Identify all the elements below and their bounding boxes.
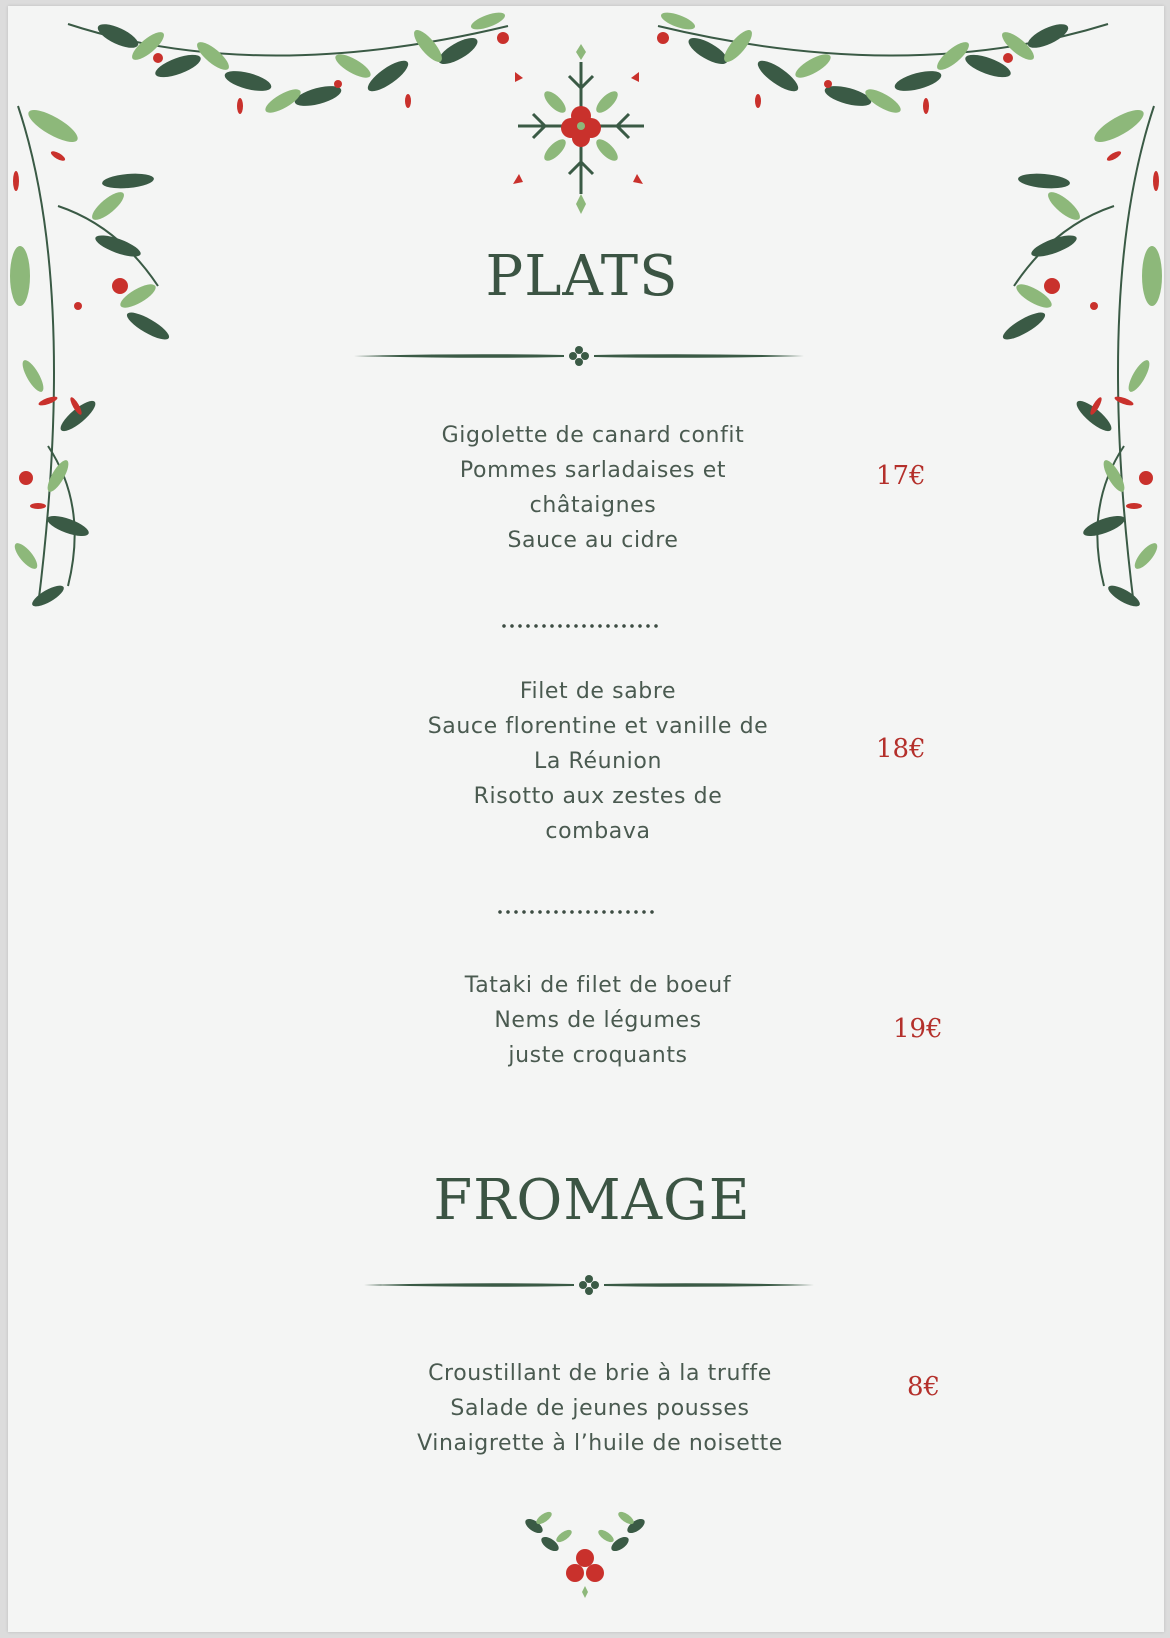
dish-line: châtaignes [529,493,657,518]
dish-price-1: 17€ [876,461,926,491]
dish-line: juste croquants [508,1043,688,1068]
section-title-plats: PLATS [485,244,679,309]
dish-line: La Réunion [534,749,662,774]
snowflake-icon [493,44,669,224]
dish-line: Filet de sabre [519,679,677,704]
left-holly-branch-icon [8,86,178,626]
menu-page [8,6,1164,1632]
holly-berries-icon [520,1508,650,1598]
dish-line: Vinaigrette à l’huile de noisette [417,1431,783,1456]
dish-price-4: 8€ [907,1372,941,1402]
dish-item-1 [393,418,793,558]
dish-line: Sauce au cidre [507,528,679,553]
dish-line: Tataki de filet de boeuf [464,973,732,998]
right-holly-branch-icon [994,86,1164,626]
dish-line: Nems de légumes [494,1008,702,1033]
dish-line: Pommes sarladaises et [459,458,727,483]
dish-line: Gigolette de canard confit [441,423,745,448]
dish-line: Sauce florentine et vanille de [427,714,769,739]
dish-line: combava [545,819,651,844]
dish-price-2: 18€ [876,734,926,764]
section-title-fromage: FROMAGE [433,1168,751,1233]
dish-item-4 [380,1356,820,1461]
dotted-separator [500,622,660,630]
dish-line: Salade de jeunes pousses [450,1396,750,1421]
dish-line: Croustillant de brie à la truffe [428,1361,772,1386]
flourish-divider-icon [354,346,804,366]
dish-item-2 [388,674,808,849]
dish-price-3: 19€ [893,1014,943,1044]
dish-line: Risotto aux zestes de [473,784,723,809]
dish-item-3 [398,968,798,1073]
flourish-divider-icon [364,1275,814,1295]
dotted-separator [496,908,656,916]
